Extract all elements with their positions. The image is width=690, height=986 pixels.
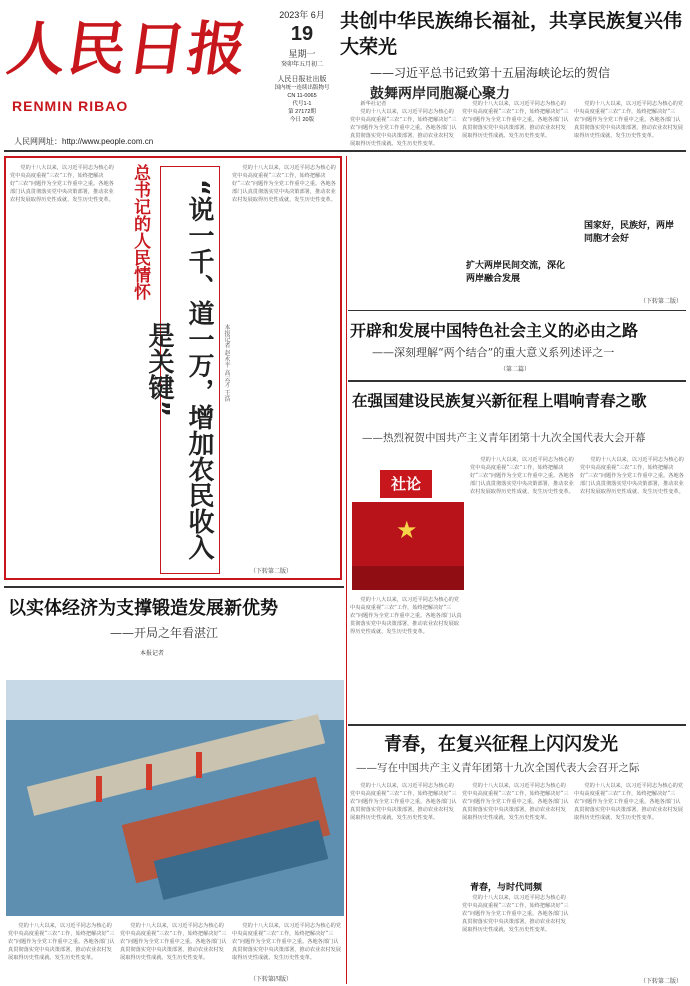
publisher: 人民日报社出版 [277, 76, 327, 83]
issue-number: 第 27172期 [288, 109, 316, 115]
article4-continued: （下转第四版） [250, 976, 293, 983]
article2-part: （第二篇） [500, 366, 531, 373]
feature-text-col-2 [232, 164, 336, 574]
article5-text-col-2 [462, 782, 570, 874]
feature-paragraph: 党的十八大以来，以习近平同志为核心的党中央高度重视“三农”工作，始终把解决好“三农”问题作为全党工作重中之重。各地各部门认真贯彻落实党中央决策部署，推动农业农村发展取得历史性成就、发生历史性变革。 [10, 165, 114, 203]
lead-text-col-2 [462, 100, 570, 250]
article3-text-col-1 [350, 596, 464, 716]
feature-byline: 本报记者 赵永平 高云才 王浩 [223, 324, 230, 402]
article5-continued: （下转第二版） [640, 978, 683, 985]
article4-paragraph: 党的十八大以来，以习近平同志为核心的党中央高度重视“三农”工作，始终把解决好“三农”问题作为全党工作重中之重。各地各部门认真贯彻落实党中央决策部署，推动农业农村发展取得历史性成就、发生历史性变革。 [8, 923, 115, 961]
article5-subhead: ——写在中国共产主义青年团第十九次全国代表大会召开之际 [356, 762, 640, 774]
lead-headline[interactable]: 共创中华民族绵长福祉，共享民族复兴伟大荣光 [340, 10, 683, 58]
article5-paragraph: 党的十八大以来，以习近平同志为核心的党中央高度重视“三农”工作，始终把解决好“三农”问题作为全党工作重中之重。各地各部门认真贯彻落实党中央决策部署，推动农业农村发展取得历史性成就、发生历史性变革。 [574, 783, 683, 821]
lead-paragraph: 党的十八大以来，以习近平同志为核心的党中央高度重视“三农”工作，始终把解决好“三农”问题作为全党工作重中之重。各地各部门认真贯彻落实党中央决策部署，推动农业农村发展取得历史性成就、发生历史性变革。 [350, 109, 457, 147]
article4-headline[interactable]: 以实体经济为支撑锻造发展新优势 [8, 598, 278, 619]
star-icon: ★ [396, 516, 418, 544]
column-tag: 总书记的人民情怀 [130, 164, 150, 300]
feature-continued: （下转第二版） [250, 568, 293, 575]
lead-sidehead-1: 扩大两岸民间交流，深化两岸融合发展 [466, 261, 566, 284]
page-count: 今日 20版 [289, 117, 315, 123]
column-rule [346, 156, 347, 984]
article4-paragraph: 党的十八大以来，以习近平同志为核心的党中央高度重视“三农”工作，始终把解决好“三农”问题作为全党工作重中之重。各地各部门认真贯彻落实党中央决策部署，推动农业农村发展取得历史性成就、发生历史性变革。 [120, 923, 227, 961]
lead-subhead-2: 鼓舞两岸同胞凝心聚力 [370, 86, 510, 102]
newspaper-pinyin: RENMIN RIBAO [12, 98, 129, 114]
article4-text-col-3 [232, 922, 342, 972]
port-photo [6, 680, 344, 916]
article5-paragraph: 党的十八大以来，以习近平同志为核心的党中央高度重视“三农”工作，始终把解决好“三农”问题作为全党工作重中之重。各地各部门认真贯彻落实党中央决策部署，推动农业农村发展取得历史性成就、发生历史性变革。 [462, 895, 569, 933]
feature-headline[interactable]: “说一千、道一万，增加农民收入是关键” [160, 166, 220, 574]
lead-paragraph: 党的十八大以来，以习近平同志为核心的党中央高度重视“三农”工作，始终把解决好“三农”问题作为全党工作重中之重。各地各部门认真贯彻落实党中央决策部署，推动农业农村发展取得历史性成就、发生历史性变革。 [574, 101, 683, 139]
article2-subhead: ——深刻理解“两个结合”的重大意义系列述评之一 [372, 346, 615, 359]
photo-crane [96, 776, 102, 802]
article4-text-col-1 [8, 922, 116, 984]
rule [348, 380, 686, 382]
article5-paragraph: 党的十八大以来，以习近平同志为核心的党中央高度重视“三农”工作，始终把解决好“三农”问题作为全党工作重中之重。各地各部门认真贯彻落实党中央决策部署，推动农业农村发展取得历史性成就、发生历史性变革。 [350, 783, 457, 821]
article3-paragraph: 党的十八大以来，以习近平同志为核心的党中央高度重视“三农”工作，始终把解决好“三农”问题作为全党工作重中之重。各地各部门认真贯彻落实党中央决策部署，推动农业农村发展取得历史性成就、发生历史性变革。 [470, 457, 574, 495]
feature-text-col-1 [10, 164, 114, 574]
lunar-date: 癸卯年五月初二 [280, 62, 323, 68]
weekday: 星期一 [288, 49, 316, 59]
article4-paragraph: 党的十八大以来，以习近平同志为核心的党中央高度重视“三农”工作，始终把解决好“三农”问题作为全党工作重中之重。各地各部门认真贯彻落实党中央决策部署，推动农业农村发展取得历史性成就、发生历史性变革。 [232, 923, 341, 961]
rule [348, 724, 686, 726]
day-number: 19 [290, 23, 314, 45]
cn-number: CN 11-0065 [287, 93, 317, 99]
article4-text-col-2 [120, 922, 228, 984]
article2-headline[interactable]: 开辟和发展中国特色社会主义的必由之路 [350, 321, 639, 340]
article5-text-col-3 [574, 782, 684, 978]
lead-paragraph: 党的十八大以来，以习近平同志为核心的党中央高度重视“三农”工作，始终把解决好“三农”问题作为全党工作重中之重。各地各部门认真贯彻落实党中央决策部署，推动农业农村发展取得历史性成就、发生历史性变革。 [462, 101, 569, 139]
code-number: 代号1-1 [292, 101, 312, 107]
photo-crane [196, 752, 202, 778]
article3-subhead: ——热烈祝贺中国共产主义青年团第十九次全国代表大会开幕 [362, 432, 646, 444]
lead-subhead: ——习近平总书记致第十五届海峡论坛的贺信 [370, 66, 611, 80]
feature-paragraph: 党的十八大以来，以习近平同志为核心的党中央高度重视“三农”工作，始终把解决好“三农”问题作为全党工作重中之重。各地各部门认真贯彻落实党中央决策部署，推动农业农村发展取得历史性成就、发生历史性变革。 [232, 165, 336, 203]
date-block [272, 8, 332, 124]
newspaper-logo: 人民日报 [3, 15, 253, 83]
rule [4, 586, 344, 588]
lead-sidehead-2: 国家好，民族好，两岸同胞才会好 [584, 221, 675, 244]
emblem-band [352, 566, 464, 590]
article3-text-col-2 [470, 456, 574, 716]
article4-subhead: ——开局之年看湛江 [110, 626, 219, 640]
article3-paragraph: 党的十八大以来，以习近平同志为核心的党中央高度重视“三农”工作，始终把解决好“三农”问题作为全党工作重中之重。各地各部门认真贯彻落实党中央决策部署，推动农业农村发展取得历史性成就、发生历史性变革。 [580, 457, 684, 495]
article5-text-col-1 [350, 782, 458, 982]
article4-byline: 本报记者 [140, 650, 165, 657]
lead-text-col-1 [350, 100, 458, 306]
lead-story [340, 8, 685, 104]
lead-continued: （下转第二版） [640, 298, 683, 305]
website-line[interactable]: 人民网网址：http://www.people.com.cn [14, 137, 154, 146]
article5-sidehead: 青春，与时代同频 [470, 883, 543, 893]
article5-text-col-2b [462, 894, 570, 982]
article3-paragraph: 党的十八大以来，以习近平同志为核心的党中央高度重视“三农”工作，始终把解决好“三农”问题作为全党工作重中之重。各地各部门认真贯彻落实党中央决策部署，推动农业农村发展取得历史性成就、发生历史性变革。 [350, 597, 462, 635]
editorial-tag: 社论 [380, 470, 432, 498]
article5-paragraph: 党的十八大以来，以习近平同志为核心的党中央高度重视“三农”工作，始终把解决好“三农”问题作为全党工作重中之重。各地各部门认真贯彻落实党中央决策部署，推动农业农村发展取得历史性成就、发生历史性变革。 [462, 783, 569, 821]
lead-byline: 新华社记者 [360, 101, 387, 107]
rule [348, 310, 686, 311]
article3-text-col-3 [580, 456, 684, 716]
photo-crane [146, 764, 152, 790]
lead-text-col-3 [574, 100, 684, 300]
article3-headline[interactable]: 在强国建设民族复兴新征程上唱响青春之歌 [352, 392, 647, 410]
editorial-emblem [352, 502, 464, 590]
photo-sky [6, 680, 344, 720]
article5-headline[interactable]: 青春，在复兴征程上闪闪发光 [384, 734, 618, 755]
serial-label: 国内统一连续出版物号 [274, 85, 330, 91]
year-month: 2023年 6月 [279, 10, 325, 20]
